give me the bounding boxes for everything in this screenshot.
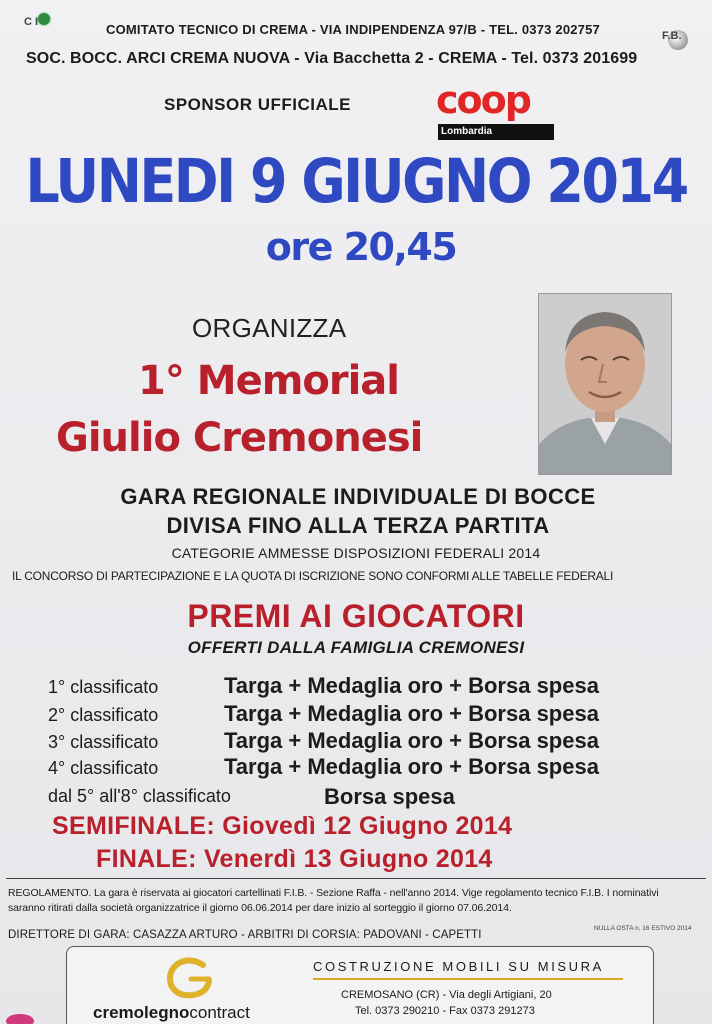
prize-award: Targa + Medaglia oro + Borsa spesa [224, 701, 599, 726]
concorso-line: IL CONCORSO DI PARTECIPAZIONE E LA QUOTA DI ISCRIZIONE SONO CONFORMI ALLE TABELLE FEDERALI [12, 569, 614, 583]
footer-divider [6, 878, 706, 879]
prizes-heading: PREMI AI GIOCATORI [187, 598, 525, 634]
regolamento-line1: REGOLAMENTO. La gara è riservata ai giocatori cartellinati F.I.B. - Sezione Raffa - nell'anno 2014. Vige regolamento tecnico F.I.B. I nominativi [8, 887, 659, 899]
header-corner-left: C I [24, 16, 39, 28]
regolamento-line2: saranno ritirati dalla società organizzatrice il giorno 06.06.2014 per dare inizio al sorteggio il giorno 07.06.2014. [8, 902, 512, 914]
memorial-title-line2: Giulio Cremonesi [56, 415, 423, 461]
gara-line1: GARA REGIONALE INDIVIDUALE DI BOCCE [120, 484, 596, 509]
gara-line2: DIVISA FINO ALLA TERZA PARTITA [166, 513, 550, 538]
prize-award: Targa + Medaglia oro + Borsa spesa [224, 728, 599, 753]
cremolegno-logo-icon [163, 957, 213, 999]
advert-brand-light: contract [189, 1003, 250, 1022]
prizes-subheading: OFFERTI DALLA FAMIGLIA CREMONESI [187, 638, 525, 657]
pink-mark [6, 1014, 34, 1024]
portrait-figure [539, 294, 671, 474]
header-club-line: SOC. BOCC. ARCI CREMA NUOVA - Via Bacchetta 2 - CREMA - Tel. 0373 201699 [26, 50, 638, 67]
event-date: LUNEDI 9 GIUGNO 2014 [25, 146, 687, 217]
nulla-osta: NULLA OSTA n. 16 ESTIVO 2014 [594, 925, 692, 932]
prize-award: Targa + Medaglia oro + Borsa spesa [224, 754, 599, 779]
organizza-label: ORGANIZZA [192, 313, 347, 343]
header-committee-line: COMITATO TECNICO DI CREMA - VIA INDIPENDENZA 97/B - TEL. 0373 202757 [106, 22, 600, 37]
regolamento-text [8, 886, 708, 916]
coop-logo-word: coop [436, 78, 530, 122]
coop-logo [436, 78, 560, 142]
advert-underline [313, 978, 623, 980]
coop-logo-region: Lombardia [438, 124, 554, 140]
advert-box [66, 946, 654, 1024]
prize-position: 2° classificato [48, 705, 159, 725]
advert-slogan: COSTRUZIONE MOBILI SU MISURA [313, 959, 604, 974]
advert-phone: Tel. 0373 290210 - Fax 0373 291273 [355, 1005, 535, 1017]
side-print-mark [700, 940, 710, 1020]
portrait-photo [538, 293, 672, 475]
memorial-title-line1: 1° Memorial [138, 358, 399, 404]
categorie-line: CATEGORIE AMMESSE DISPOSIZIONI FEDERALI 2014 [171, 545, 541, 561]
header-corner-right: F.B. [662, 30, 682, 42]
sponsor-label: SPONSOR UFFICIALE [164, 95, 352, 114]
advert-address: CREMOSANO (CR) - Via degli Artigiani, 20 [341, 989, 552, 1001]
prize-position: 1° classificato [48, 677, 159, 697]
advert-brand [93, 1003, 250, 1023]
semifinal-date: SEMIFINALE: Giovedì 12 Giugno 2014 [52, 812, 513, 840]
prize-award: Borsa spesa [324, 784, 455, 809]
prize-award: Targa + Medaglia oro + Borsa spesa [224, 673, 599, 698]
final-date: FINALE: Venerdì 13 Giugno 2014 [96, 845, 493, 873]
prize-position: dal 5° all'8° classificato [48, 786, 231, 806]
green-pushpin-icon [38, 13, 50, 25]
prize-position: 4° classificato [48, 758, 159, 778]
event-time: ore 20,45 [265, 225, 457, 269]
direttore-line: DIRETTORE DI GARA: CASAZZA ARTURO - ARBITRI DI CORSIA: PADOVANI - CAPETTI [8, 929, 482, 941]
advert-brand-bold: cremolegno [93, 1003, 190, 1022]
prize-position: 3° classificato [48, 732, 159, 752]
